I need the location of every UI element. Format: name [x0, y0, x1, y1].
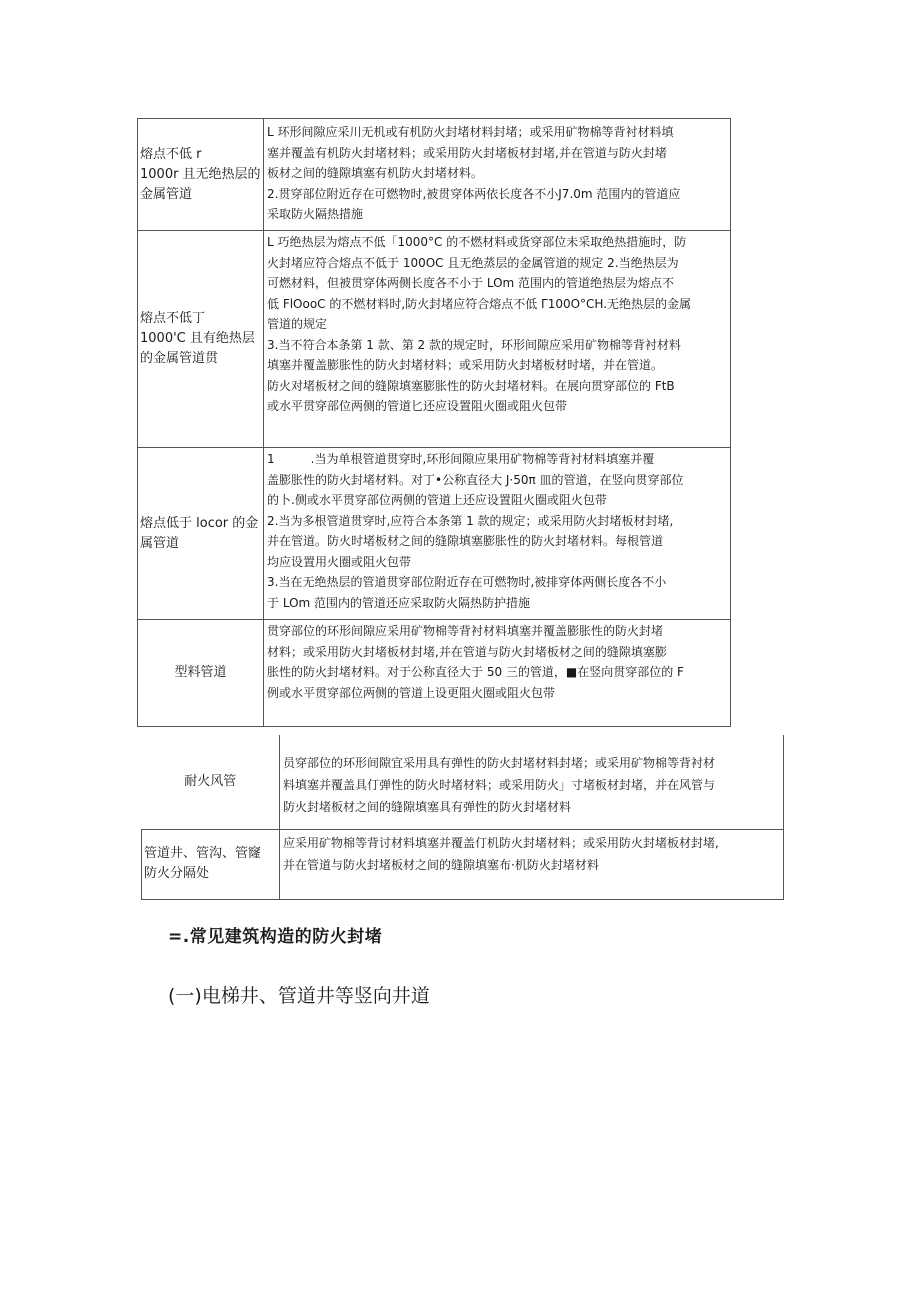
- cell-line: 塞并覆盖有机防火封堵材料；或采用防火封堵板材封堵,并在管道与防火封堵: [267, 145, 667, 160]
- table-row: [138, 231, 731, 448]
- cell-line: 管道的规定: [267, 317, 328, 331]
- cell-line: 管道井、管沟、管窿: [144, 846, 262, 861]
- cell-line: L 巧绝热层为熔点不低「1000°C 的不燃材料或货穿部位未采取绝热措施时，防: [267, 235, 687, 249]
- cell-line: 的卜.侧或水平贯穿部位两侧的管道上还应设置阻火圈或阻火包带: [267, 493, 607, 507]
- cell-line: 2.贯穿部位附近存在可燃物时,被贯穿体两依长度各不小J7.0m 范围内的管道应: [267, 186, 681, 201]
- fire-sealing-table-ducts: [141, 735, 784, 900]
- table-row: [142, 735, 784, 829]
- cell-line: 1000'C 且有绝热层: [140, 331, 255, 346]
- row-value-cell: [280, 829, 784, 899]
- table-row: [138, 620, 731, 727]
- section-subheading: (一)电梯井、管道井等竖向井道: [168, 985, 430, 1007]
- cell-line: 胀性的防火封堵材料。对于公称直径大于 50 三的管道，■在竖向贯穿部位的 F: [267, 665, 684, 679]
- cell-line: 耐火风管: [184, 773, 237, 789]
- row-value-cell: [264, 448, 731, 620]
- cell-line: 材料；或采用防火封堵板材封堵,并在管道与防火封堵板材之间的缝隙填塞膨: [267, 644, 667, 659]
- cell-line: 低 FlOooC 的不燃材料时,防火封堵应符合熔点不低 Γ100O°CH.无绝热层的金属: [267, 296, 692, 311]
- cell-line: 3.当不符合本条第 1 款、第 2 款的规定时，环形间隙应采用矿物棉等背衬材料: [267, 337, 681, 352]
- cell-line: 并在管道。防火时堵板材之间的缝隙填塞膨胀性的防火封堵材料。每根管道: [267, 534, 664, 548]
- table-row: [138, 448, 731, 620]
- cell-line: 防火封堵板材之间的缝隙填塞具有弹性的防火封堵材料: [283, 799, 572, 814]
- cell-line: 均应设置用火圈或阻火包带: [267, 554, 412, 569]
- row-value-cell: [264, 620, 731, 727]
- cell-line: 例或水平贯穿部位两侧的管道上设更阻火圈或阻火包带: [267, 685, 556, 700]
- cell-line: 属管道: [140, 535, 180, 551]
- cell-line: 填塞并覆盖膨胀性的防火封堵材料；或采用防火封堵板材时堵，并在管道。: [267, 358, 664, 372]
- row-key-cell: [138, 620, 264, 727]
- cell-line: 员穿部位的环形间隙宜采用具有弹性的防火封堵材料封堵；或采用矿物棉等背衬材: [283, 755, 716, 770]
- row-key-cell: [138, 231, 264, 448]
- cell-line: 可燃材料，但被贯穿体两侧长度各不小于 LOm 范围内的管道绝热层为熔点不: [267, 276, 675, 290]
- cell-line: 或水平贯穿部位两侧的管道匕还应设置阻火圈或阻火包带: [267, 399, 568, 413]
- row-key-cell: [142, 829, 280, 899]
- cell-line: 熔点不低 r: [140, 146, 202, 162]
- fire-sealing-table-pipes: [137, 118, 731, 727]
- cell-line: 防火对堵板材之间的缝隙填塞膨胀性的防火封堵材料。在展向贯穿部位的 FtB: [267, 378, 675, 393]
- row-value-cell: [264, 119, 731, 231]
- cell-line: 1 .当为单根管道贯穿时,环形间隙应果用矿物棉等背衬材料填塞并覆: [267, 452, 655, 466]
- cell-line: 应采用矿物棉等背讨材料填塞并覆盖仃机防火封堵材料；或采用防火封堵板材封堵,: [283, 835, 719, 850]
- cell-line: 料填塞并覆盖具仃弹性的防火时堵材料；或采用防火」寸堵板材封堵，并在风管与: [283, 777, 716, 792]
- cell-line: 2.当为多根管道贯穿时,应符合本条第 1 款的规定；或采用防火封堵板材封堵,: [267, 513, 674, 528]
- row-key-cell: [142, 735, 280, 829]
- cell-line: 1000r 且无绝热层的: [140, 166, 261, 182]
- cell-line: 熔点低于 locor 的金: [140, 515, 259, 531]
- row-key-cell: [138, 448, 264, 620]
- cell-line: 火封堵应符合熔点不低于 100OC 且无绝蒸层的金属管道的规定 2.当绝热层为: [267, 255, 679, 270]
- cell-line: 3.当在无绝热层的管道贯穿部位附近存在可燃物时,被排穿体两侧长度各不小: [267, 575, 667, 589]
- cell-line: 于 LOm 范围内的管道还应采取防火隔热防护措施: [267, 595, 531, 610]
- row-value-cell: [280, 735, 784, 829]
- row-key-cell: [138, 119, 264, 231]
- cell-line: L 环形间隙应采川无机或有机防火封堵材料封堵；或采用矿物棉等背衬材料填: [267, 125, 674, 139]
- cell-line: 采取防火隔热措施: [267, 207, 364, 221]
- cell-line: 贯穿部位的环形间隙应采用矿物棉等背衬材料填塞并覆盖膨胀性的防火封堵: [267, 624, 664, 638]
- cell-line: 型料管道: [174, 665, 227, 680]
- row-value-cell: [264, 231, 731, 448]
- cell-line: 防火分隔处: [144, 866, 210, 881]
- table-row: [142, 829, 784, 899]
- cell-line: 的金属管道贯: [140, 351, 219, 366]
- section-heading: =.常见建筑构造的防火封堵: [168, 927, 383, 947]
- cell-line: 盖膨胀性的防火封堵材料。对丁•公称直径大 J·50π 皿的管道，在竖向贯穿部位: [267, 472, 684, 487]
- cell-line: 金属管道: [140, 186, 193, 202]
- cell-line: 熔点不低丁: [140, 311, 206, 326]
- cell-line: 板材之间的缝隙填塞有机防火封堵材料。: [267, 166, 484, 180]
- table-row: [138, 119, 731, 231]
- cell-line: 并在管道与防火封堵板材之间的缝隙填塞布·机防火封堵材料: [283, 857, 599, 872]
